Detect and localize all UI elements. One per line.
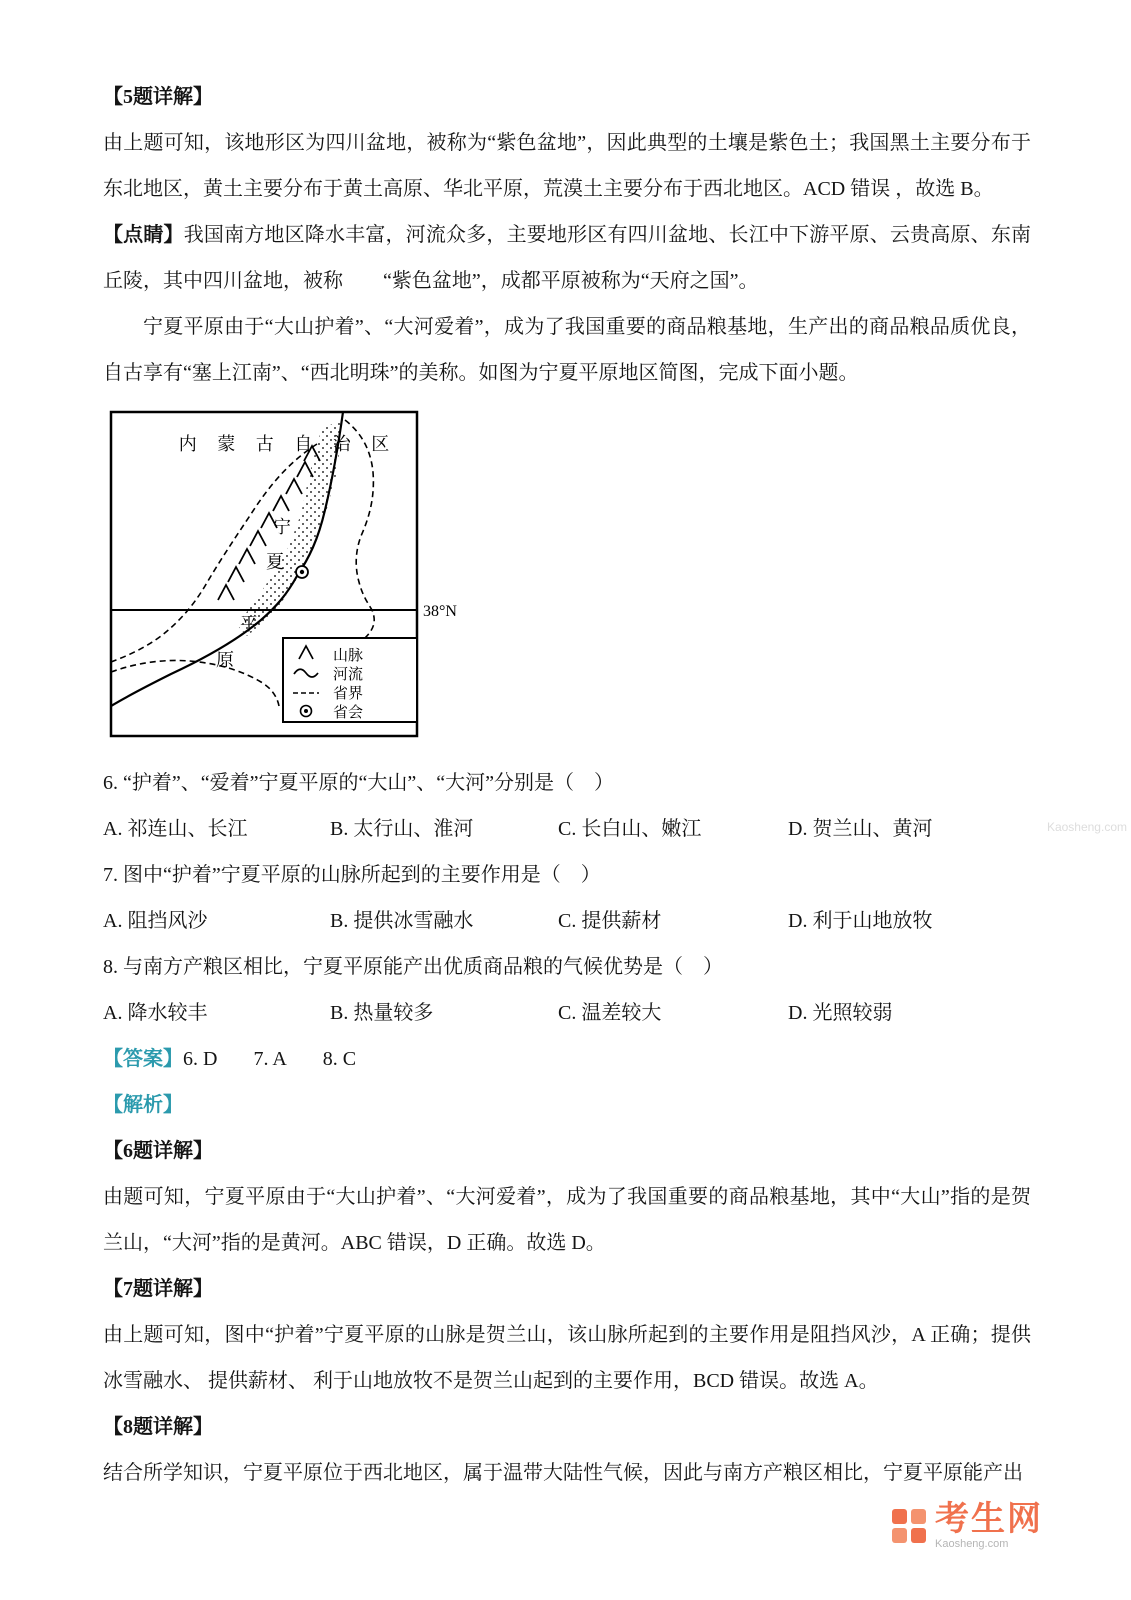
label-ning: 宁 — [273, 517, 291, 537]
option-c: C. 提供薪材 — [558, 910, 662, 932]
question-6 — [103, 760, 1031, 852]
explain8-body: 结合所学知识，宁夏平原位于西北地区，属于温带大陆性气候，因此与南方产粮区相比，宁夏平原能产出 — [103, 1462, 1023, 1484]
passage-intro: 宁夏平原由于“大山护着”、“大河爱着”，成为了我国重要的商品粮基地，生产出的商品粮品质优良，自古享有“塞上江南”、“西北明珠”的美称。如图为宁夏平原地区简图，完成下面小题。 — [103, 316, 1031, 384]
question-7-options — [103, 898, 1031, 944]
explain6-header: 【6题详解】 — [103, 1140, 213, 1162]
option-b: B. 太行山、淮河 — [330, 818, 474, 840]
answer-8: 8. C — [322, 1048, 357, 1070]
legend-label-river: 河流 — [333, 667, 364, 683]
option-c: C. 温差较大 — [558, 1002, 662, 1024]
label-yuan: 原 — [216, 650, 234, 670]
legend-label-border: 省界 — [333, 686, 364, 702]
kaosheng-logo-text: 考生网 — [935, 1500, 1043, 1538]
question-7-stem: 7. 图中“护着”宁夏平原的山脉所起到的主要作用是（ ） — [103, 864, 601, 886]
kaosheng-logo-text-wrap — [935, 1502, 1043, 1550]
label-xia: 夏 — [266, 552, 284, 572]
capital-marker — [296, 566, 308, 578]
answer-line — [103, 1036, 1031, 1082]
question-7 — [103, 852, 1031, 944]
kaosheng-logo — [891, 1502, 1043, 1550]
option-a: A. 降水较丰 — [103, 1002, 208, 1024]
side-watermark: Kaosheng.com — [1046, 820, 1127, 834]
question-8-stem: 8. 与南方产粮区相比，宁夏平原能产出优质商品粮的气候优势是（ ） — [103, 956, 723, 978]
option-b: B. 热量较多 — [330, 1002, 434, 1024]
label-ping: 平 — [240, 614, 258, 634]
explain8-header: 【8题详解】 — [103, 1416, 213, 1438]
answer-label: 【答案】 — [103, 1048, 183, 1070]
question-8-options — [103, 990, 1031, 1036]
option-d: D. 光照较弱 — [788, 1002, 893, 1024]
legend-label-mountain: 山脉 — [333, 648, 364, 664]
ningxia-map-svg — [109, 410, 481, 742]
answer-7: 7. A — [253, 1048, 287, 1070]
answer-6: 6. D — [183, 1048, 218, 1070]
question-6-options — [103, 806, 1031, 852]
latitude-label: 38°N — [423, 603, 457, 620]
question-6-stem: 6. “护着”、“爱着”宁夏平原的“大山”、“大河”分别是（ ） — [103, 772, 615, 794]
option-a: A. 阻挡风沙 — [103, 910, 208, 932]
option-c: C. 长白山、嫩江 — [558, 818, 702, 840]
explain5-body: 由上题可知，该地形区为四川盆地，被称为“紫色盆地”，因此典型的土壤是紫色土；我国黑土主要分布于东北地区，黄土主要分布于黄土高原、华北平原，荒漠土主要分布于西北地区。ACD 错误 ，故选 B。 — [103, 132, 1031, 200]
explain5-tip — [103, 212, 1031, 304]
option-d: D. 贺兰山、黄河 — [788, 818, 933, 840]
analysis-label: 【解析】 — [103, 1094, 183, 1116]
explain7-header: 【7题详解】 — [103, 1278, 213, 1300]
option-b: B. 提供冰雪融水 — [330, 910, 474, 932]
region-label-inner-mongolia: 内 蒙 古 自 治 区 — [178, 434, 394, 454]
option-a: A. 祁连山、长江 — [103, 818, 248, 840]
explain5-header: 【5题详解】 — [103, 86, 213, 108]
explain6-body: 由题可知，宁夏平原由于“大山护着”、“大河爱着”，成为了我国重要的商品粮基地，其中“大山”指的是贺兰山，“大河”指的是黄河。ABC 错误，D 正确。故选 D。 — [103, 1186, 1031, 1254]
legend-label-capital: 省会 — [333, 705, 364, 721]
option-d: D. 利于山地放牧 — [788, 910, 933, 932]
kaosheng-logo-icon — [891, 1508, 927, 1544]
tip-label: 【点睛】 — [103, 224, 184, 246]
legend-box — [283, 638, 417, 722]
tip-text: 我国南方地区降水丰富，河流众多，主要地形区有四川盆地、长江中下游平原、云贵高原、东南丘陵，其中四川盆地，被称 “紫色盆地”，成都平原被称为“天府之国”。 — [103, 224, 1032, 292]
explain7-body: 由上题可知，图中“护着”宁夏平原的山脉是贺兰山，该山脉所起到的主要作用是阻挡风沙，A 正确；提供冰雪融水、 提供薪材、 利于山地放牧不是贺兰山起到的主要作用，BCD 错误。故选 A。 — [103, 1324, 1031, 1392]
question-8 — [103, 944, 1031, 1036]
ningxia-map-figure — [109, 410, 1031, 742]
kaosheng-logo-subtext: Kaosheng.com — [935, 1538, 1009, 1550]
legend-capital-icon — [301, 706, 312, 717]
